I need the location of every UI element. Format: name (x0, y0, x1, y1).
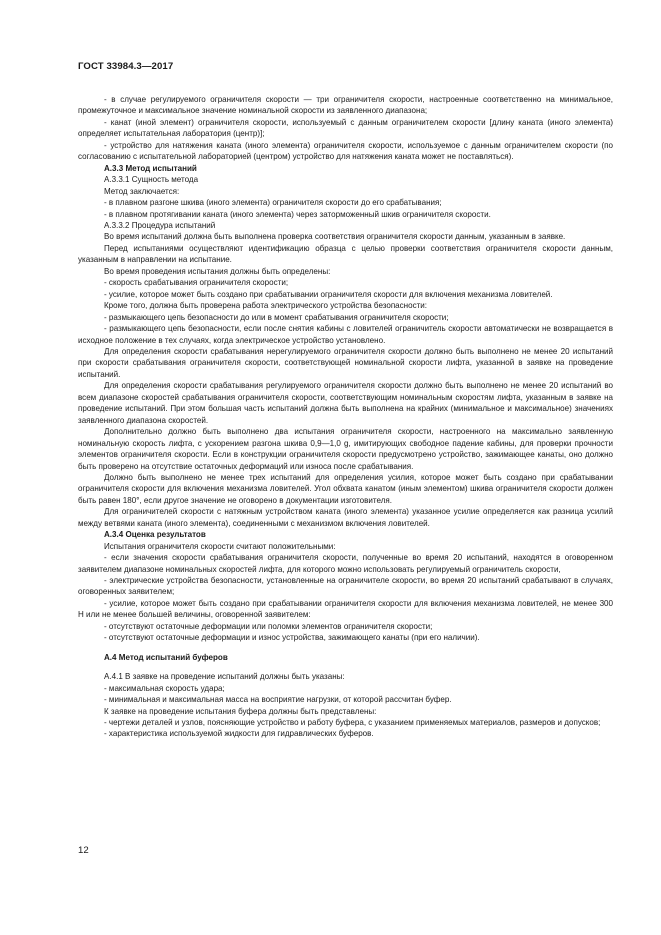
document-body (78, 94, 613, 740)
paragraph: - скорость срабатывания ограничителя скорости; (104, 278, 289, 288)
paragraph: Метод заключается: (104, 186, 180, 196)
paragraph: - в плавном разгоне шкива (иного элемента) ограничителя скорости до его срабатывания; (104, 198, 442, 208)
paragraph: Перед испытаниями осуществляют идентификацию образца с целью проверки соответствия ограничителя скорости данным, указанным в направлении на испытание. (78, 243, 613, 265)
subsection-heading: А.3.3.1 Сущность метода (104, 175, 199, 185)
paragraph: - если значения скорости срабатывания ограничителя скорости, полученные во время 20 испытаний, находятся в оговоренном заявителем диапазоне номинальных скоростей лифта, для которого можно использовать регулируемый ограничитель скорости, (78, 553, 613, 574)
paragraph: - размыкающего цепь безопасности до или в момент срабатывания ограничителя скорости; (104, 312, 449, 322)
paragraph: К заявке на проведение испытания буфера должны быть представлены: (104, 706, 377, 716)
section-heading: А.3.3 Метод испытаний (104, 163, 197, 173)
paragraph: Кроме того, должна быть проверена работа электрического устройства безопасности: (104, 301, 428, 311)
paragraph: А.4.1 В заявке на проведение испытаний должны быть указаны: (104, 672, 345, 682)
paragraph: Дополнительно должно быть выполнено два испытания ограничителя скорости, настроенного на максимально заявленную номинальную скорость лифта, с ускорением разгона шкива 0,9—1,0 g, имитирующих свободное падение кабины, для проверки прочности элементов ограничителя скорости. Если в конструкции ограничителя скорости предусмотрено устройство, зажимающее канаты, оно должно быть проверено на отсутствие остаточных деформаций или износа после срабатывания. (78, 427, 613, 471)
paragraph: - отсутствуют остаточные деформации или поломки элементов ограничителя скорости; (104, 621, 433, 631)
paragraph: - в плавном протягивании каната (иного элемента) через заторможенный шкив ограничителя скорости. (104, 209, 491, 219)
paragraph: - максимальная скорость удара; (104, 683, 225, 693)
paragraph: - чертежи деталей и узлов, поясняющие устройство и работу буфера, с указанием применяемых материалов, размеров и допусков; (104, 718, 601, 728)
section-heading: А.3.4 Оценка результатов (104, 530, 206, 540)
subsection-heading: А.3.3.2 Процедура испытаний (104, 220, 216, 230)
paragraph: - минимальная и максимальная масса на восприятие нагрузки, от которой рассчитан буфер. (104, 695, 452, 705)
paragraph: Для определения скорости срабатывания нерегулируемого ограничителя скорости должно быть выполнено не менее 20 испытаний при скорости срабатывания ограничителя скорости, соответствующей номинальной скорости лифта, указанной в заявке на проведение испытаний. (78, 346, 613, 379)
paragraph: - размыкающего цепь безопасности, если после снятия кабины с ловителей ограничитель скорости автоматически не возвращается в исходное положение в тех случаях, когда электрическое устройство установлено. (78, 324, 613, 345)
paragraph: - устройство для натяжения каната (иного элемента) ограничителя скорости, используемое с данным ограничителем скорости (по согласованию с испытательной лабораторией (центром) устройство для натяжения каната может не поставляться). (78, 140, 613, 162)
paragraph: - отсутствуют остаточные деформации и износ устройства, зажимающего канаты (при его наличии). (104, 633, 480, 643)
document-header: ГОСТ 33984.3—2017 (78, 61, 174, 72)
paragraph: Для определения скорости срабатывания регулируемого ограничителя скорости должно быть выполнено не менее 20 испытаний во всем диапазоне скоростей срабатывания ограничителя скорости, соответствующим номинальным скоростям лифта, указанным в заявке на проведение испытаний. При этом большая часть испытаний должна быть выполнена на крайних (минимальное и максимальное) значениях заявленного диапазона скоростей. (78, 381, 613, 425)
section-heading: А.4 Метод испытаний буферов (104, 652, 228, 662)
paragraph: Испытания ограничителя скорости считают положительными: (104, 541, 336, 551)
paragraph: - усилие, которое может быть создано при срабатывании ограничителя скорости для включения механизма ловителей. (104, 289, 553, 299)
paragraph: - электрические устройства безопасности, установленные на ограничителе скорости, во время 20 испытаний срабатывают в случаях, оговоренных заявителем; (78, 576, 613, 597)
paragraph: - в случае регулируемого ограничителя скорости — три ограничителя скорости, настроенные соответственно на минимальное, промежуточное и максимальное значение номинальной скорости из заявленного диапазона; (78, 95, 613, 116)
paragraph: Для ограничителей скорости с натяжным устройством каната (иного элемента) указанное усилие определяется как разница усилий между ветвями каната (иного элемента), соединенными с механизмом включения ловителей. (78, 507, 613, 528)
paragraph: - канат (иной элемент) ограничителя скорости, используемый с данным ограничителем скорости [длину каната (иного элемента) определяет испытательная лаборатория (центр)]; (78, 117, 613, 139)
paragraph: - усилие, которое может быть создано при срабатывании ограничителя скорости для включения механизма ловителей, не менее 300 Н или не менее большей величины, оговоренной заявителем: (78, 598, 613, 620)
paragraph: Во время проведения испытания должны быть определены: (104, 266, 331, 276)
page-number: 12 (78, 845, 89, 856)
paragraph: - характеристика используемой жидкости для гидравлических буферов. (104, 729, 374, 739)
paragraph: Во время испытаний должна быть выполнена проверка соответствия ограничителя скорости данным, указанным в заявке. (104, 232, 566, 242)
paragraph: Должно быть выполнено не менее трех испытаний для определения усилия, которое может быть создано при срабатывании ограничителя скорости для включения механизма ловителей. Угол обхвата канатом (иным элементом) шкива ограничителя скорости должен быть равен 180°, если другое значение не оговорено в документации изготовителя. (78, 472, 613, 505)
